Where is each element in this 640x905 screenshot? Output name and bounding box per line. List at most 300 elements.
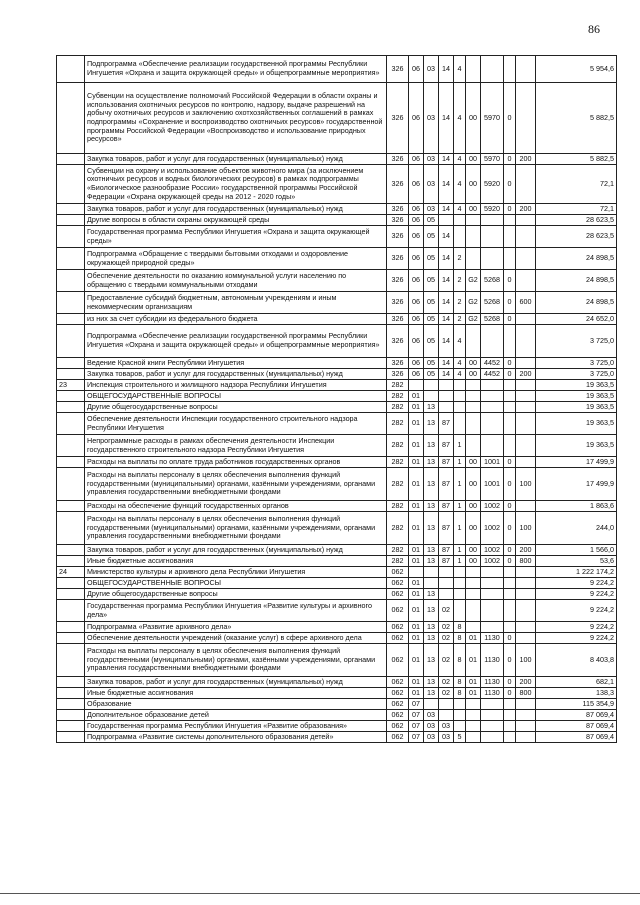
code-vr: 600 xyxy=(516,292,536,314)
code-nr: 5268 xyxy=(481,270,504,292)
table-row xyxy=(57,699,617,710)
code-ct xyxy=(504,413,516,435)
code-ved: 062 xyxy=(387,578,409,589)
code-ot: 00 xyxy=(466,154,481,165)
code-ct xyxy=(504,215,516,226)
row-name: Министерство культуры и архивного дела Республики Ингушетия xyxy=(85,567,387,578)
row-name: Расходы на выплаты персоналу в целях обеспечения выполнения функций государственными (муниципальными) органами, казёнными учреждениями, органами управления государственными внебюджетными фондами xyxy=(85,644,387,677)
row-sum: 19 363,5 xyxy=(536,435,617,457)
table-row xyxy=(57,688,617,699)
code-vr xyxy=(516,248,536,270)
table-row xyxy=(57,314,617,325)
row-number xyxy=(57,215,85,226)
code-nr: 5268 xyxy=(481,292,504,314)
code-ot xyxy=(466,600,481,622)
code-rz: 01 xyxy=(409,688,424,699)
code-ot: 00 xyxy=(466,545,481,556)
code-ot: 00 xyxy=(466,83,481,154)
code-rz: 07 xyxy=(409,699,424,710)
row-name: Подпрограмма «Развитие архивного дела» xyxy=(85,622,387,633)
code-pp: 1 xyxy=(454,435,466,457)
code-vr xyxy=(516,215,536,226)
code-ot: 00 xyxy=(466,457,481,468)
code-ot: G2 xyxy=(466,314,481,325)
code-gp: 14 xyxy=(439,226,454,248)
code-vr xyxy=(516,83,536,154)
code-ved: 062 xyxy=(387,688,409,699)
code-rz: 06 xyxy=(409,226,424,248)
row-sum: 19 363,5 xyxy=(536,380,617,391)
table-row xyxy=(57,391,617,402)
code-ved: 326 xyxy=(387,248,409,270)
code-ot: 00 xyxy=(466,501,481,512)
code-pr: 13 xyxy=(424,413,439,435)
code-gp: 87 xyxy=(439,413,454,435)
budget-table xyxy=(56,55,617,743)
row-sum: 244,0 xyxy=(536,512,617,545)
code-pp xyxy=(454,699,466,710)
code-ct: 0 xyxy=(504,644,516,677)
row-sum: 3 725,0 xyxy=(536,358,617,369)
code-pr: 13 xyxy=(424,556,439,567)
code-gp: 14 xyxy=(439,325,454,358)
table-row xyxy=(57,204,617,215)
table-row xyxy=(57,644,617,677)
code-ot: 01 xyxy=(466,688,481,699)
table-row xyxy=(57,369,617,380)
code-ved: 062 xyxy=(387,633,409,644)
code-pp xyxy=(454,380,466,391)
table-row xyxy=(57,567,617,578)
code-gp xyxy=(439,567,454,578)
code-gp xyxy=(439,699,454,710)
code-pr xyxy=(424,567,439,578)
code-ct: 0 xyxy=(504,292,516,314)
code-ct xyxy=(504,380,516,391)
code-gp: 14 xyxy=(439,270,454,292)
code-pr: 03 xyxy=(424,83,439,154)
code-ved: 326 xyxy=(387,292,409,314)
table-row xyxy=(57,413,617,435)
row-sum: 24 898,5 xyxy=(536,248,617,270)
code-gp: 02 xyxy=(439,600,454,622)
code-gp: 02 xyxy=(439,633,454,644)
code-ct xyxy=(504,391,516,402)
code-vr xyxy=(516,578,536,589)
code-nr xyxy=(481,589,504,600)
code-pp: 8 xyxy=(454,677,466,688)
code-ved: 282 xyxy=(387,501,409,512)
code-vr xyxy=(516,391,536,402)
table-row xyxy=(57,589,617,600)
row-number xyxy=(57,710,85,721)
code-ct xyxy=(504,600,516,622)
code-ct: 0 xyxy=(504,688,516,699)
table-row xyxy=(57,622,617,633)
code-ved: 326 xyxy=(387,314,409,325)
row-name: Подпрограмма «Обеспечение реализации государственной программы Республики Ингушетия «Охрана и защита окружающей среды» и общепрограммные мероприятия» xyxy=(85,56,387,83)
code-rz: 06 xyxy=(409,248,424,270)
row-name: Обеспечение деятельности учреждений (оказание услуг) в сфере архивного дела xyxy=(85,633,387,644)
code-pr xyxy=(424,391,439,402)
code-ot: G2 xyxy=(466,270,481,292)
code-rz: 07 xyxy=(409,721,424,732)
code-ved: 062 xyxy=(387,710,409,721)
code-nr: 5970 xyxy=(481,83,504,154)
row-name: Обеспечение деятельности по оказанию коммунальной услуги населению по обращению с твердыми коммунальными отходами xyxy=(85,270,387,292)
code-rz: 01 xyxy=(409,512,424,545)
row-sum: 9 224,2 xyxy=(536,622,617,633)
code-rz: 06 xyxy=(409,83,424,154)
code-rz: 01 xyxy=(409,391,424,402)
code-pr: 03 xyxy=(424,721,439,732)
code-pr: 13 xyxy=(424,468,439,501)
code-rz: 06 xyxy=(409,165,424,204)
row-sum: 138,3 xyxy=(536,688,617,699)
code-ved: 282 xyxy=(387,380,409,391)
row-number: 23 xyxy=(57,380,85,391)
row-number xyxy=(57,688,85,699)
code-pp: 2 xyxy=(454,314,466,325)
row-name: Другие вопросы в области охраны окружающей среды xyxy=(85,215,387,226)
code-vr xyxy=(516,633,536,644)
code-ct: 0 xyxy=(504,677,516,688)
code-rz: 06 xyxy=(409,270,424,292)
code-nr xyxy=(481,578,504,589)
code-rz: 06 xyxy=(409,358,424,369)
row-name: Закупка товаров, работ и услуг для государственных (муниципальных) нужд xyxy=(85,204,387,215)
code-gp: 14 xyxy=(439,204,454,215)
code-ved: 062 xyxy=(387,589,409,600)
row-sum: 5 882,5 xyxy=(536,83,617,154)
code-pp: 1 xyxy=(454,556,466,567)
code-nr: 1002 xyxy=(481,545,504,556)
row-number xyxy=(57,644,85,677)
code-pr: 13 xyxy=(424,545,439,556)
code-nr: 1002 xyxy=(481,501,504,512)
row-sum: 19 363,5 xyxy=(536,402,617,413)
code-pr: 05 xyxy=(424,325,439,358)
row-name: Субвенции на охрану и использование объектов животного мира (за исключением охотничьих ресурсов и водных биологических ресурсов) в рамках подпрограммы «Биологическое разнообразие России» государственной программы Российской Федерации «Охрана окружающей среды на 2012 - 2020 годы» xyxy=(85,165,387,204)
table-row xyxy=(57,457,617,468)
code-vr xyxy=(516,325,536,358)
row-number xyxy=(57,270,85,292)
row-number xyxy=(57,165,85,204)
table-row xyxy=(57,292,617,314)
code-gp: 02 xyxy=(439,688,454,699)
row-sum: 72,1 xyxy=(536,165,617,204)
table-row xyxy=(57,512,617,545)
code-nr: 5970 xyxy=(481,154,504,165)
code-ot xyxy=(466,402,481,413)
row-number xyxy=(57,589,85,600)
code-ot xyxy=(466,699,481,710)
row-sum: 1 863,6 xyxy=(536,501,617,512)
code-vr xyxy=(516,501,536,512)
code-ved: 282 xyxy=(387,391,409,402)
code-rz: 01 xyxy=(409,457,424,468)
row-sum: 1 566,0 xyxy=(536,545,617,556)
code-ot xyxy=(466,325,481,358)
row-sum: 24 898,5 xyxy=(536,292,617,314)
code-ct: 0 xyxy=(504,457,516,468)
row-name: Расходы на выплаты персоналу в целях обеспечения выполнения функций государственными (муниципальными) органами, казёнными учреждениями, органами управления государственными внебюджетными фондами xyxy=(85,512,387,545)
code-ved: 062 xyxy=(387,677,409,688)
code-pp: 8 xyxy=(454,644,466,677)
page-bottom-rule xyxy=(0,893,640,894)
row-sum: 5 954,6 xyxy=(536,56,617,83)
row-number xyxy=(57,292,85,314)
code-vr xyxy=(516,56,536,83)
row-number xyxy=(57,578,85,589)
code-pp: 8 xyxy=(454,633,466,644)
row-sum: 682,1 xyxy=(536,677,617,688)
code-ct: 0 xyxy=(504,154,516,165)
row-number xyxy=(57,512,85,545)
row-name: Иные бюджетные ассигнования xyxy=(85,688,387,699)
code-nr xyxy=(481,600,504,622)
code-vr xyxy=(516,380,536,391)
row-sum: 8 403,8 xyxy=(536,644,617,677)
code-pr: 05 xyxy=(424,358,439,369)
code-ct xyxy=(504,325,516,358)
row-sum: 5 882,5 xyxy=(536,154,617,165)
code-ct xyxy=(504,435,516,457)
row-name: Подпрограмма «Обращение с твердыми бытовыми отходами и оздоровление окружающей природной среды» xyxy=(85,248,387,270)
code-vr xyxy=(516,622,536,633)
row-number xyxy=(57,545,85,556)
code-pp: 4 xyxy=(454,204,466,215)
code-pr: 05 xyxy=(424,314,439,325)
code-ct xyxy=(504,226,516,248)
code-pr: 05 xyxy=(424,215,439,226)
code-pr: 13 xyxy=(424,501,439,512)
row-name: Иные бюджетные ассигнования xyxy=(85,556,387,567)
code-ct: 0 xyxy=(504,501,516,512)
code-nr: 5268 xyxy=(481,314,504,325)
code-pp: 4 xyxy=(454,369,466,380)
code-ct: 0 xyxy=(504,468,516,501)
code-gp: 14 xyxy=(439,314,454,325)
code-ved: 326 xyxy=(387,56,409,83)
code-ct: 0 xyxy=(504,358,516,369)
code-rz: 06 xyxy=(409,56,424,83)
row-number xyxy=(57,556,85,567)
code-pr: 13 xyxy=(424,644,439,677)
code-pr: 13 xyxy=(424,633,439,644)
table-row xyxy=(57,468,617,501)
code-ct xyxy=(504,732,516,743)
code-vr: 800 xyxy=(516,688,536,699)
code-ct xyxy=(504,710,516,721)
code-ved: 282 xyxy=(387,556,409,567)
code-rz: 06 xyxy=(409,204,424,215)
table-row xyxy=(57,435,617,457)
code-rz: 01 xyxy=(409,644,424,677)
code-vr xyxy=(516,732,536,743)
code-pr: 05 xyxy=(424,226,439,248)
code-gp xyxy=(439,402,454,413)
code-pr: 13 xyxy=(424,622,439,633)
code-ct: 0 xyxy=(504,270,516,292)
code-ot: 00 xyxy=(466,165,481,204)
code-gp xyxy=(439,215,454,226)
code-rz: 01 xyxy=(409,589,424,600)
table-row xyxy=(57,154,617,165)
code-ved: 326 xyxy=(387,154,409,165)
code-rz: 07 xyxy=(409,710,424,721)
row-sum: 19 363,5 xyxy=(536,391,617,402)
code-gp: 14 xyxy=(439,369,454,380)
code-ct xyxy=(504,721,516,732)
code-ved: 062 xyxy=(387,732,409,743)
row-number: 24 xyxy=(57,567,85,578)
code-nr xyxy=(481,435,504,457)
table-row xyxy=(57,325,617,358)
code-nr xyxy=(481,380,504,391)
code-ot xyxy=(466,391,481,402)
table-row xyxy=(57,545,617,556)
row-name: из них за счет субсидии из федерального бюджета xyxy=(85,314,387,325)
code-pr: 05 xyxy=(424,248,439,270)
code-nr: 4452 xyxy=(481,358,504,369)
code-vr: 100 xyxy=(516,512,536,545)
code-ot xyxy=(466,710,481,721)
code-nr: 1002 xyxy=(481,556,504,567)
code-ct xyxy=(504,578,516,589)
code-rz: 01 xyxy=(409,468,424,501)
row-name: Субвенции на осуществление полномочий Российской Федерации в области охраны и использования охотничьих ресурсов по контролю, надзору, выдаче разрешений на добычу охотничьих ресурсов и заключению охотхозяйственных соглашений в рамках подпрограммы «Сохранение и воспроизводство охотничьих ресурсов» государственной программы Российской Федерации «Воспроизводство и использование природных ресурсов» xyxy=(85,83,387,154)
code-pr: 03 xyxy=(424,710,439,721)
code-ct: 0 xyxy=(504,314,516,325)
code-ot xyxy=(466,248,481,270)
code-nr: 1002 xyxy=(481,512,504,545)
code-ct: 0 xyxy=(504,633,516,644)
code-ved: 282 xyxy=(387,457,409,468)
code-vr xyxy=(516,710,536,721)
row-name: Закупка товаров, работ и услуг для государственных (муниципальных) нужд xyxy=(85,677,387,688)
code-pp: 2 xyxy=(454,270,466,292)
code-gp: 02 xyxy=(439,677,454,688)
code-ot xyxy=(466,732,481,743)
code-pr: 03 xyxy=(424,56,439,83)
code-pp xyxy=(454,226,466,248)
table-row xyxy=(57,710,617,721)
code-ved: 326 xyxy=(387,325,409,358)
code-ot xyxy=(466,215,481,226)
code-vr xyxy=(516,435,536,457)
code-pp xyxy=(454,402,466,413)
code-rz: 01 xyxy=(409,578,424,589)
code-rz: 06 xyxy=(409,325,424,358)
row-sum: 3 725,0 xyxy=(536,369,617,380)
code-pp: 5 xyxy=(454,732,466,743)
code-pp: 4 xyxy=(454,83,466,154)
code-gp: 03 xyxy=(439,732,454,743)
code-gp: 14 xyxy=(439,292,454,314)
code-ved: 326 xyxy=(387,165,409,204)
code-ot: 00 xyxy=(466,512,481,545)
code-ot xyxy=(466,589,481,600)
code-ct: 0 xyxy=(504,165,516,204)
code-vr xyxy=(516,457,536,468)
row-name: Подпрограмма «Обеспечение реализации государственной программы Республики Ингушетия «Охрана и защита окружающей среды» и общепрограммные мероприятия» xyxy=(85,325,387,358)
code-pr xyxy=(424,578,439,589)
code-gp: 14 xyxy=(439,83,454,154)
table-row xyxy=(57,732,617,743)
code-ved: 282 xyxy=(387,468,409,501)
code-nr: 1130 xyxy=(481,633,504,644)
code-ct xyxy=(504,589,516,600)
code-ot: 01 xyxy=(466,677,481,688)
code-pr: 03 xyxy=(424,204,439,215)
code-nr: 1130 xyxy=(481,688,504,699)
code-gp: 02 xyxy=(439,622,454,633)
code-vr xyxy=(516,314,536,325)
code-pr: 03 xyxy=(424,165,439,204)
code-ot: 00 xyxy=(466,204,481,215)
row-name: Другие общегосударственные вопросы xyxy=(85,402,387,413)
code-vr xyxy=(516,699,536,710)
code-gp: 87 xyxy=(439,556,454,567)
code-pp xyxy=(454,578,466,589)
code-nr xyxy=(481,226,504,248)
code-vr xyxy=(516,358,536,369)
code-rz: 01 xyxy=(409,545,424,556)
code-ved: 062 xyxy=(387,721,409,732)
code-nr xyxy=(481,215,504,226)
table-row xyxy=(57,56,617,83)
row-sum: 72,1 xyxy=(536,204,617,215)
code-ct xyxy=(504,56,516,83)
code-nr: 5920 xyxy=(481,204,504,215)
row-name: Закупка товаров, работ и услуг для государственных (муниципальных) нужд xyxy=(85,545,387,556)
code-pp: 4 xyxy=(454,56,466,83)
code-nr xyxy=(481,56,504,83)
row-name: Непрограммные расходы в рамках обеспечения деятельности Инспекции государственного строительного надзора Республики Ингушетия xyxy=(85,435,387,457)
code-gp xyxy=(439,710,454,721)
code-ot: 01 xyxy=(466,644,481,677)
code-nr: 1130 xyxy=(481,677,504,688)
code-ct xyxy=(504,622,516,633)
code-nr xyxy=(481,699,504,710)
code-gp: 87 xyxy=(439,435,454,457)
table-row xyxy=(57,633,617,644)
code-ct xyxy=(504,567,516,578)
table-row xyxy=(57,402,617,413)
row-sum: 3 725,0 xyxy=(536,325,617,358)
code-ot: 00 xyxy=(466,358,481,369)
code-pr: 03 xyxy=(424,732,439,743)
code-rz: 01 xyxy=(409,633,424,644)
row-number xyxy=(57,622,85,633)
code-gp: 87 xyxy=(439,501,454,512)
code-ot xyxy=(466,578,481,589)
code-pp xyxy=(454,600,466,622)
row-sum: 24 898,5 xyxy=(536,270,617,292)
row-name: Расходы на обеспечение функций государственных органов xyxy=(85,501,387,512)
code-ct: 0 xyxy=(504,556,516,567)
code-rz: 06 xyxy=(409,292,424,314)
row-number xyxy=(57,325,85,358)
code-ot xyxy=(466,413,481,435)
code-gp xyxy=(439,589,454,600)
code-rz: 06 xyxy=(409,369,424,380)
code-vr xyxy=(516,402,536,413)
code-nr xyxy=(481,248,504,270)
code-nr xyxy=(481,721,504,732)
row-number xyxy=(57,248,85,270)
